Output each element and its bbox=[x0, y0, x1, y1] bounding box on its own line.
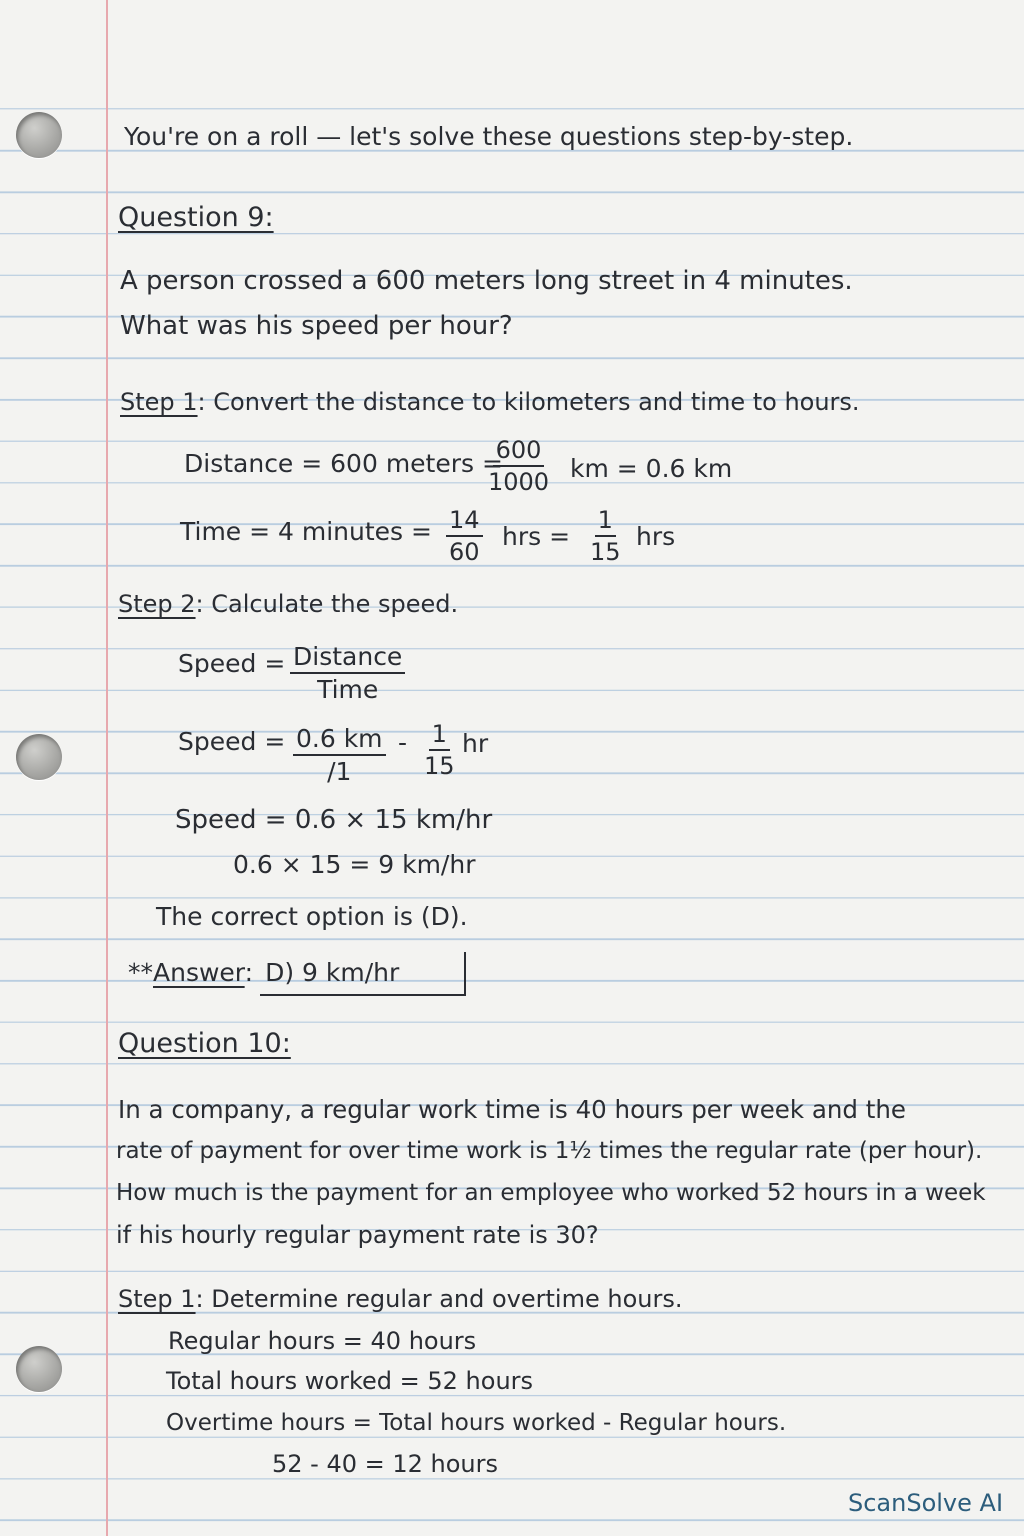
intro-text: You're on a roll — let's solve these questions step-by-step. bbox=[124, 122, 854, 151]
punch-hole-bottom bbox=[16, 1346, 62, 1392]
question-9-answer bbox=[128, 960, 399, 985]
distance-fraction-denominator: 1000 bbox=[488, 468, 550, 496]
question-10-problem-line-3: How much is the payment for an employee who worked 52 hours in a week bbox=[116, 1180, 986, 1206]
question-10-problem-line-1: In a company, a regular work time is 40 hours per week and the bbox=[118, 1095, 906, 1124]
step-1-text: : Convert the distance to kilometers and time to hours. bbox=[197, 388, 860, 416]
page-top-margin bbox=[0, 0, 1024, 108]
speed-equation-4: 0.6 × 15 = 9 km/hr bbox=[233, 850, 476, 879]
overtime-calculation-text: 52 - 40 = 12 hours bbox=[272, 1450, 499, 1478]
speed-equation-2-left: Speed = bbox=[178, 727, 286, 756]
time-fraction-2 bbox=[590, 508, 621, 564]
question-9-step-2 bbox=[118, 592, 458, 616]
speed-equation-2-time-numerator: 1 bbox=[429, 722, 450, 751]
question-9-step-1 bbox=[120, 390, 860, 414]
speed-equation-2-operator: - bbox=[398, 728, 408, 757]
brand-watermark: ScanSolve AI bbox=[848, 1489, 1004, 1517]
answer-colon: : bbox=[244, 958, 254, 987]
time-equation-middle: hrs = bbox=[502, 522, 571, 551]
answer-label: Answer bbox=[153, 958, 245, 987]
question-10-problem-line-4: if his hourly regular payment rate is 30? bbox=[116, 1221, 599, 1249]
question-10-problem-line-2: rate of payment for over time work is 1½ times the regular rate (per hour). bbox=[116, 1138, 983, 1164]
speed-equation-2-fraction bbox=[293, 726, 386, 784]
time-equation-right: hrs bbox=[636, 522, 676, 551]
answer-value: D) 9 km/hr bbox=[265, 958, 400, 987]
time-fraction-2-denominator: 15 bbox=[590, 538, 621, 566]
correct-option-text: The correct option is (D). bbox=[156, 902, 468, 931]
total-hours-text: Total hours worked = 52 hours bbox=[166, 1367, 534, 1395]
speed-equation-2-time-denominator: 15 bbox=[424, 752, 455, 780]
punch-hole-middle bbox=[16, 734, 62, 780]
step-2-label: Step 2 bbox=[118, 590, 196, 618]
distance-fraction-numerator: 600 bbox=[493, 438, 545, 467]
question-9-problem-line-1: A person crossed a 600 meters long street in 4 minutes. bbox=[120, 266, 853, 296]
question-10-title: Question 10: bbox=[118, 1028, 291, 1059]
speed-equation-2-unit: hr bbox=[462, 729, 489, 758]
answer-prefix: ** bbox=[128, 958, 153, 987]
question-9-title: Question 9: bbox=[118, 202, 274, 233]
speed-formula-denominator: Time bbox=[317, 675, 379, 704]
distance-equation-left: Distance = 600 meters = bbox=[184, 449, 503, 478]
time-fraction-2-numerator: 1 bbox=[595, 508, 616, 537]
margin-line bbox=[106, 0, 108, 1536]
time-fraction-1-numerator: 14 bbox=[446, 508, 483, 537]
overtime-formula-text: Overtime hours = Total hours worked - Regular hours. bbox=[166, 1410, 787, 1436]
speed-equation-2-denominator: /1 bbox=[327, 757, 352, 786]
distance-equation-right: km = 0.6 km bbox=[570, 454, 733, 483]
q10-step-1-text: : Determine regular and overtime hours. bbox=[195, 1285, 683, 1313]
question-10-step-1 bbox=[118, 1287, 682, 1311]
punch-hole-top bbox=[16, 112, 62, 158]
time-fraction-1-denominator: 60 bbox=[449, 538, 480, 566]
speed-formula-fraction bbox=[290, 644, 405, 702]
step-1-label: Step 1 bbox=[120, 388, 198, 416]
question-9-problem-line-2: What was his speed per hour? bbox=[120, 311, 513, 341]
time-equation-left: Time = 4 minutes = bbox=[180, 517, 432, 546]
speed-equation-2-numerator: 0.6 km bbox=[293, 726, 386, 756]
speed-equation-1-left: Speed = bbox=[178, 649, 286, 678]
regular-hours-text: Regular hours = 40 hours bbox=[168, 1327, 477, 1355]
speed-equation-3: Speed = 0.6 × 15 km/hr bbox=[175, 805, 493, 835]
distance-fraction bbox=[488, 438, 549, 494]
speed-formula-numerator: Distance bbox=[290, 644, 405, 674]
speed-equation-2-time-fraction bbox=[424, 722, 455, 778]
q10-step-1-label: Step 1 bbox=[118, 1285, 196, 1313]
step-2-text: : Calculate the speed. bbox=[195, 590, 459, 618]
time-fraction-1 bbox=[446, 508, 483, 564]
